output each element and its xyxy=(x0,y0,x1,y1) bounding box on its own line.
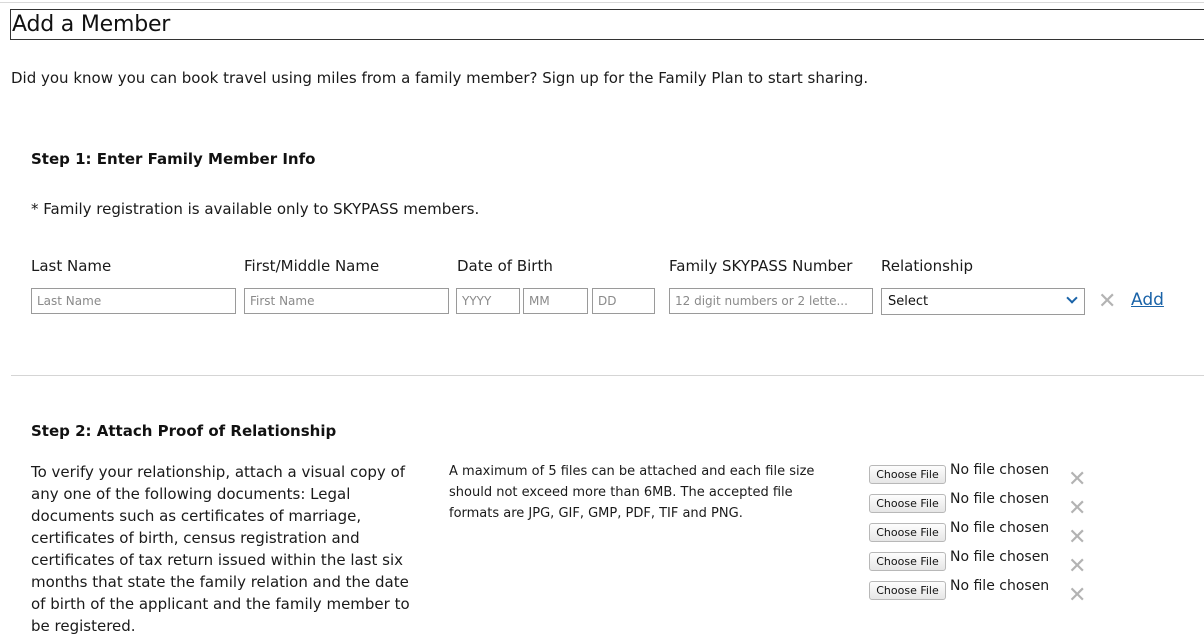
family-plan-intro: Did you know you can book travel using miles from a family member? Sign up for the Family Plan to start sharing. xyxy=(11,69,869,87)
remove-file-close-icon[interactable]: ✕ xyxy=(1068,467,1087,492)
last-name-input[interactable] xyxy=(31,288,236,314)
skypass-label: Family SKYPASS Number xyxy=(669,257,853,275)
skypass-note: * Family registration is available only to SKYPASS members. xyxy=(31,200,480,218)
chevron-down-icon xyxy=(1066,292,1077,303)
choose-file-button[interactable]: Choose File xyxy=(869,494,946,513)
remove-member-close-icon[interactable]: ✕ xyxy=(1098,289,1117,314)
file-status-text: No file chosen xyxy=(950,462,1050,478)
dob-year-input[interactable] xyxy=(456,288,520,314)
file-status-text: No file chosen xyxy=(950,578,1050,594)
remove-file-close-icon[interactable]: ✕ xyxy=(1068,496,1087,521)
choose-file-button[interactable]: Choose File xyxy=(869,581,946,600)
step1-title: Step 1: Enter Family Member Info xyxy=(31,150,316,168)
top-divider xyxy=(0,2,1204,3)
file-limits-note: A maximum of 5 files can be attached and each file size should not exceed more than 6MB. The accepted file formats are JPG, GIF, GMP, PDF, TIF and PNG. xyxy=(449,464,815,521)
dob-month-input[interactable] xyxy=(523,288,588,314)
section-divider xyxy=(11,375,1204,376)
add-member-link[interactable]: Add xyxy=(1131,290,1164,310)
skypass-number-input[interactable] xyxy=(669,288,873,314)
dob-day-input[interactable] xyxy=(592,288,655,314)
file-status-text: No file chosen xyxy=(950,549,1050,565)
relationship-select[interactable] xyxy=(881,288,1085,315)
first-name-label: First/Middle Name xyxy=(244,257,380,275)
choose-file-button[interactable]: Choose File xyxy=(869,552,946,571)
dob-label: Date of Birth xyxy=(457,257,553,275)
proof-description: To verify your relationship, attach a visual copy of any one of the following documents: Legal documents such as certificates of marriage, certificates of birth, census registration and certificates of tax return issued within the last six months that state the family relation and the date of birth of the applicant and the family member to be registered. xyxy=(31,463,410,635)
remove-file-close-icon[interactable]: ✕ xyxy=(1068,554,1087,579)
relationship-label: Relationship xyxy=(881,257,974,275)
first-name-input[interactable] xyxy=(244,288,449,314)
choose-file-button[interactable]: Choose File xyxy=(869,465,946,484)
page-title: Add a Member xyxy=(12,12,171,37)
file-status-text: No file chosen xyxy=(950,491,1050,507)
relationship-selected-value: Select xyxy=(888,294,929,309)
remove-file-close-icon[interactable]: ✕ xyxy=(1068,525,1087,550)
title-bar xyxy=(10,9,1204,40)
choose-file-button[interactable]: Choose File xyxy=(869,523,946,542)
step2-title: Step 2: Attach Proof of Relationship xyxy=(31,422,337,440)
last-name-label: Last Name xyxy=(31,257,112,275)
file-status-text: No file chosen xyxy=(950,520,1050,536)
remove-file-close-icon[interactable]: ✕ xyxy=(1068,583,1087,608)
